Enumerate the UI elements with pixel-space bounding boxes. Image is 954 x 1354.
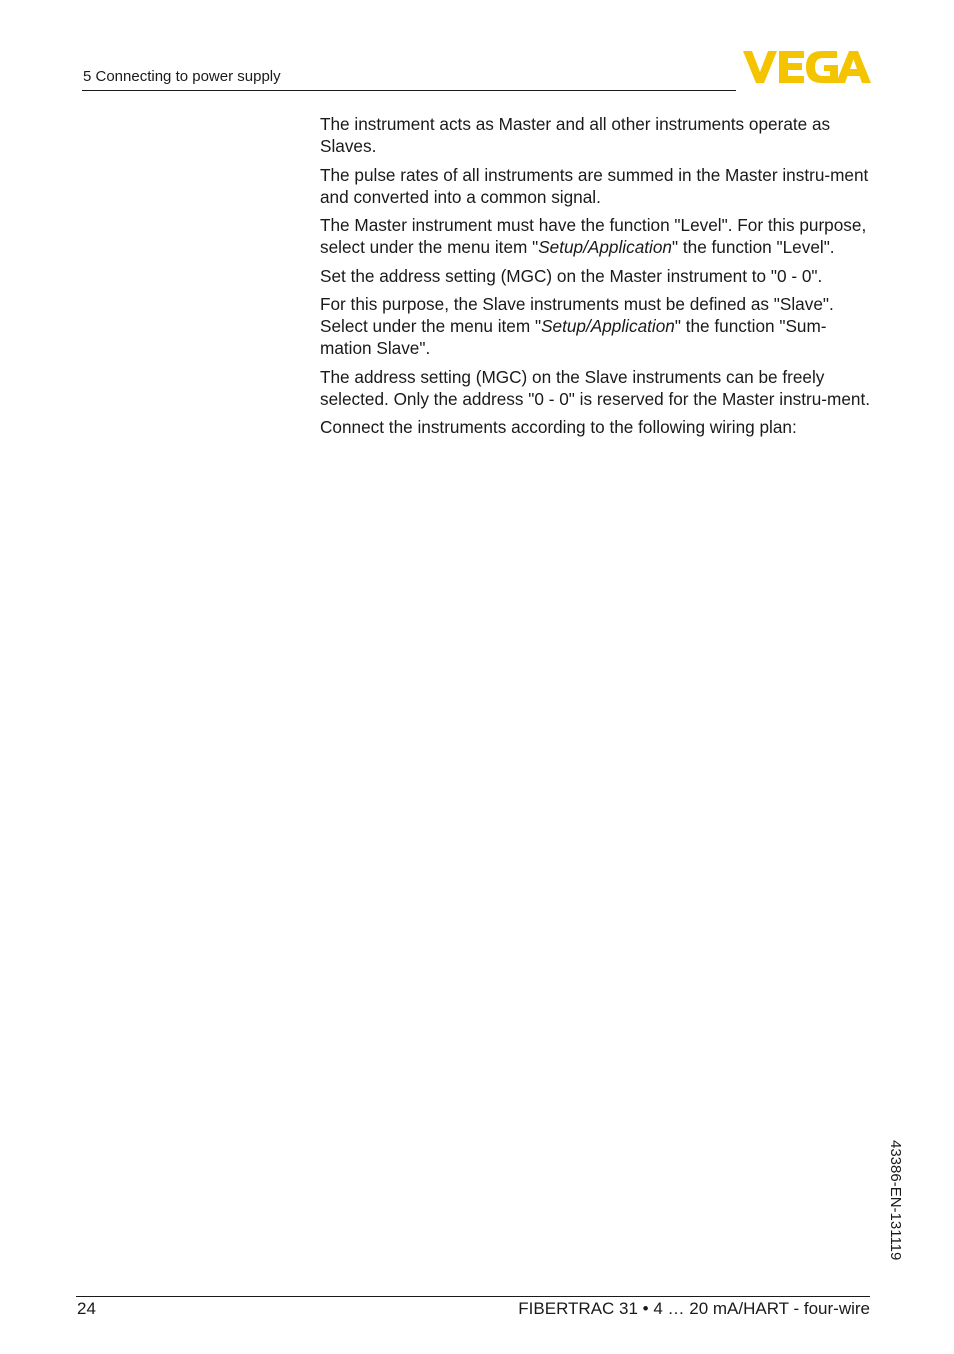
paragraph-7: Connect the instruments according to the following wiring plan: xyxy=(320,417,797,437)
header-rule xyxy=(82,90,736,91)
footer-rule xyxy=(76,1296,870,1297)
paragraph-4: Set the address setting (MGC) on the Master instrument to "0 - 0". xyxy=(320,265,823,286)
menu-path: Setup/Application xyxy=(538,237,672,257)
paragraph-6: The address setting (MGC) on the Slave instruments can be freely selected. Only the address "0 - 0" is reserved for the Master instru-ment. xyxy=(320,366,871,409)
paragraph-3: The Master instrument must have the function "Level". For this purpose, select under the menu item "Setup/Application" the function "Level". xyxy=(320,215,867,257)
vega-logo xyxy=(742,50,872,84)
document-code: 43386-EN-131119 xyxy=(887,1140,904,1261)
paragraph-5: For this purpose, the Slave instruments must be defined as "Slave". Select under the menu item "Setup/Application" the function "Sum-mation Slave". xyxy=(320,294,834,358)
paragraph-1: The instrument acts as Master and all other instruments operate as Slaves. xyxy=(320,114,831,156)
menu-path: Setup/Application xyxy=(541,316,675,336)
svg-text:VEGA: VEGA xyxy=(742,50,745,51)
page-number: 24 xyxy=(77,1299,96,1318)
body-text xyxy=(320,113,876,445)
header-section-title: 5 Connecting to power supply xyxy=(83,68,281,85)
footer-product-title: FIBERTRAC 31 • 4 … 20 mA/HART - four-wire xyxy=(518,1299,870,1318)
paragraph-2: The pulse rates of all instruments are summed in the Master instru-ment and converted into a common signal. xyxy=(320,164,869,207)
